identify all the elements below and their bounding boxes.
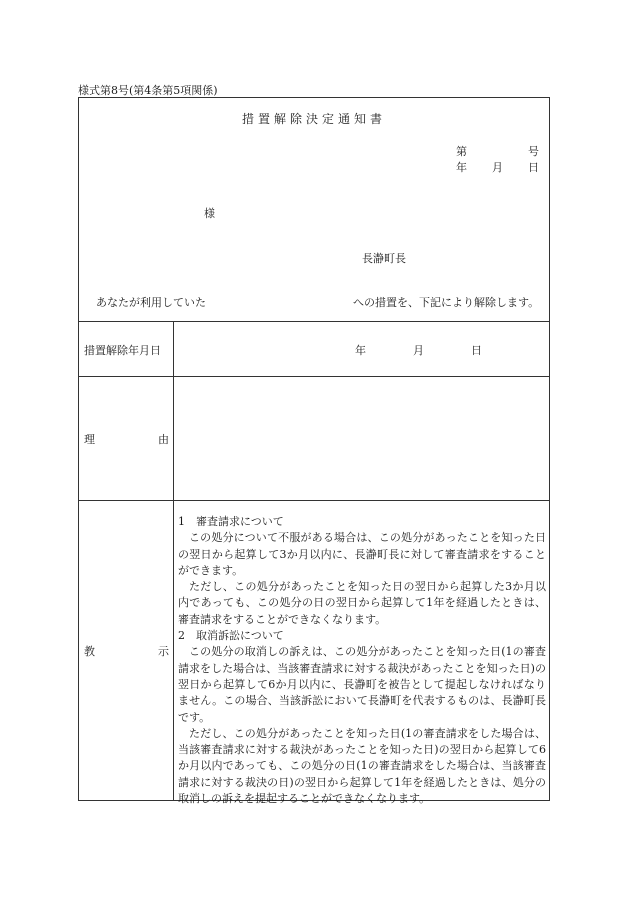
instruction-label-right: 示 (158, 645, 169, 658)
section-heading-lawsuit: 2 取消訴訟について (178, 629, 284, 643)
section-heading-appeal: 1 審査請求について (178, 515, 284, 528)
document-title: 措置解除決定通知書 (241, 112, 386, 126)
release-date-month: 月 (413, 344, 424, 357)
release-date-day: 日 (471, 344, 482, 357)
notice-form-frame (78, 97, 550, 806)
table-column-divider (173, 321, 174, 800)
notice-body-prefix: あなたが利用していた (96, 296, 206, 309)
issue-date-day: 日 (528, 161, 539, 174)
issue-date-month: 月 (492, 161, 503, 174)
lawsuit-paragraph: この処分の取消しの訴えは、この処分があったことを知った日(1の審査請求をした場合は、当該審査請求に対する裁決があったことを知った日)の翌日から起算して6か月以内に、長瀞町を被告として提起しなければなりません。この場合、当該訴訟において長瀞町を代表するものは、長瀞町長です。 (178, 645, 546, 724)
lawsuit-proviso-paragraph: ただし、この処分があったことを知った日(1の審査請求をした場合は、当該審査請求に対する裁決があったことを知った日)の翌日から起算して6か月以内であっても、この処分の日(1の審査請求をした場合は、当該審査請求に対する裁決の日)の翌日から起算して1年を経過したときは、処分の取消しの訴えを提起することができなくなります。 (178, 726, 546, 806)
document-number-suffix: 号 (528, 145, 539, 158)
release-date-year: 年 (355, 344, 366, 357)
document-number-prefix: 第 (456, 145, 467, 158)
reason-label-right: 由 (158, 433, 169, 446)
appeal-proviso-paragraph: ただし、この処分があったことを知った日の翌日から起算した3か月以内であっても、この処分の日の翌日から起算して1年を経過したときは、審査請求をすることができなくなります。 (178, 580, 546, 626)
notice-body-suffix: への措置を、下記により解除します。 (353, 296, 540, 309)
sender-name: 長瀞町長 (362, 252, 406, 265)
table-row-divider (79, 376, 549, 377)
table-row-divider (79, 500, 549, 501)
instruction-content (178, 514, 546, 807)
form-number-label: 様式第8号(第4条第5項関係) (78, 84, 218, 97)
release-date-label: 措置解除年月日 (84, 344, 161, 357)
appeal-paragraph: この処分について不服がある場合は、この処分があったことを知った日の翌日から起算して3か月以内に、長瀞町長に対して審査請求をすることができます。 (178, 531, 546, 577)
table-top-border (79, 321, 549, 322)
reason-label-left: 理 (84, 433, 95, 446)
issue-date-year: 年 (456, 161, 467, 174)
addressee-suffix: 様 (204, 207, 215, 220)
instruction-label-left: 教 (84, 645, 95, 658)
